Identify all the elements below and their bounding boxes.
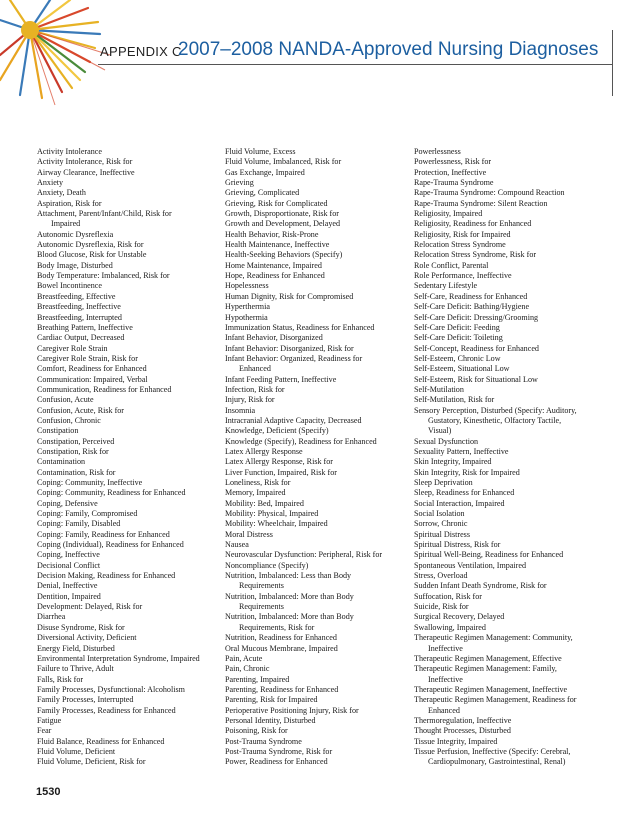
- diagnosis-item: Mobility: Physical, Impaired: [225, 509, 319, 519]
- diagnosis-item: Sorrow, Chronic: [414, 519, 468, 529]
- diagnosis-item: Mobility: Bed, Impaired: [225, 498, 304, 508]
- diagnosis-item: Contamination: [37, 457, 86, 467]
- diagnosis-item: Failure to Thrive, Adult: [37, 664, 114, 674]
- diagnosis-item: Attachment, Parent/Infant/Child, Risk for: [37, 209, 172, 219]
- diagnosis-item: Sleep, Readiness for Enhanced: [414, 488, 515, 498]
- diagnosis-item: Decisional Conflict: [37, 560, 101, 570]
- diagnosis-item: Coping: Community, Ineffective: [37, 478, 143, 487]
- diagnosis-item: Skin Integrity, Risk for Impaired: [414, 467, 520, 477]
- diagnosis-item: Self-Care, Readiness for Enhanced: [414, 291, 528, 301]
- diagnosis-item: Contamination, Risk for: [37, 467, 116, 477]
- diagnosis-item: Comfort, Readiness for Enhanced: [37, 364, 147, 374]
- diagnosis-item: Cardiac Output, Decreased: [37, 333, 125, 343]
- diagnosis-item: Coping, Defensive: [37, 498, 98, 508]
- header-vertical-rule: [612, 30, 613, 96]
- diagnosis-item: Health Behavior, Risk-Prone: [225, 229, 319, 239]
- diagnosis-item: Health-Seeking Behaviors (Specify): [225, 250, 343, 260]
- diagnosis-item: Fluid Balance, Readiness for Enhanced: [37, 736, 165, 746]
- diagnosis-item-continuation: Cardiopulmonary, Gastrointestinal, Renal): [428, 757, 566, 767]
- diagnosis-item: Latex Allergy Response, Risk for: [225, 457, 333, 467]
- diagnosis-item: Coping (Individual), Readiness for Enhanced: [37, 540, 184, 550]
- diagnosis-item: Communication, Readiness for Enhanced: [37, 384, 172, 394]
- diagnosis-item: Social Interaction, Impaired: [414, 498, 505, 508]
- diagnosis-item: Falls, Risk for: [37, 674, 84, 684]
- diagnosis-item: Infection, Risk for: [225, 384, 285, 394]
- diagnosis-item: Therapeutic Regimen Management: Community,: [414, 633, 573, 643]
- diagnosis-item: Coping: Community, Readiness for Enhanced: [37, 488, 186, 498]
- diagnosis-item: Activity Intolerance, Risk for: [37, 157, 133, 167]
- header-rule: [98, 64, 612, 65]
- diagnosis-item: Self-Care Deficit: Bathing/Hygiene: [414, 302, 530, 312]
- diagnosis-item: Breastfeeding, Effective: [37, 291, 116, 301]
- diagnosis-item: Growth and Development, Delayed: [225, 219, 341, 229]
- diagnosis-item: Nutrition, Imbalanced: More than Body: [225, 591, 354, 601]
- diagnosis-item: Grieving, Risk for Complicated: [225, 198, 328, 208]
- diagnosis-item: Sexuality Pattern, Ineffective: [414, 446, 509, 456]
- diagnosis-item: Oral Mucous Membrane, Impaired: [225, 643, 338, 653]
- diagnosis-item: Coping: Family, Disabled: [37, 519, 121, 529]
- diagnosis-item: Skin Integrity, Impaired: [414, 457, 492, 467]
- diagnosis-item: Religiosity, Readiness for Enhanced: [414, 219, 532, 229]
- diagnosis-item: Autonomic Dysreflexia, Risk for: [37, 240, 144, 250]
- diagnosis-item: Spiritual Distress, Risk for: [414, 540, 501, 550]
- diagnosis-item: Therapeutic Regimen Management, Readiness for: [414, 695, 577, 705]
- diagnosis-item: Nutrition, Imbalanced: Less than Body: [225, 571, 352, 581]
- diagnosis-item: Constipation: [37, 426, 79, 436]
- diagnosis-item: Knowledge (Specify), Readiness for Enhanced: [225, 436, 377, 446]
- diagnosis-item: Caregiver Role Strain, Risk for: [37, 353, 138, 363]
- diagnosis-item: Pain, Acute: [225, 653, 263, 663]
- diagnosis-item: Caregiver Role Strain: [37, 343, 108, 353]
- diagnosis-item: Surgical Recovery, Delayed: [414, 612, 505, 622]
- diagnosis-item: Decision Making, Readiness for Enhanced: [37, 571, 176, 581]
- diagnosis-item-continuation: Requirements: [239, 602, 284, 612]
- diagnosis-item: Tissue Perfusion, Ineffective (Specify: Cerebral,: [414, 746, 571, 756]
- diagnosis-item: Knowledge, Deficient (Specify): [225, 426, 329, 436]
- diagnosis-item: Health Maintenance, Ineffective: [225, 240, 330, 250]
- diagnosis-item: Memory, Impaired: [225, 488, 286, 498]
- diagnosis-item: Parenting, Risk for Impaired: [225, 695, 318, 705]
- diagnosis-item: Infant Behavior: Organized, Readiness for: [225, 353, 363, 363]
- diagnosis-item: Personal Identity, Disturbed: [225, 715, 316, 725]
- diagnosis-item: Activity Intolerance: [37, 147, 102, 156]
- diagnosis-item: Body Image, Disturbed: [37, 260, 113, 270]
- diagnosis-item: Coping: Family, Readiness for Enhanced: [37, 529, 170, 539]
- diagnosis-item: Blood Glucose, Risk for Unstable: [37, 250, 147, 260]
- diagnosis-item: Therapeutic Regimen Management, Effective: [414, 653, 562, 663]
- diagnosis-item: Autonomic Dysreflexia: [37, 229, 114, 239]
- diagnosis-item: Self-Care Deficit: Feeding: [414, 322, 500, 332]
- diagnosis-item: Fluid Volume, Deficient: [37, 746, 116, 756]
- diagnosis-item: Spiritual Well-Being, Readiness for Enhanced: [414, 550, 564, 560]
- diagnosis-item: Powerlessness: [414, 147, 461, 156]
- diagnosis-item: Role Conflict, Parental: [414, 260, 489, 270]
- diagnosis-item: Constipation, Risk for: [37, 446, 109, 456]
- diagnosis-item: Perioperative Positioning Injury, Risk for: [225, 705, 359, 715]
- diagnosis-item: Dentition, Impaired: [37, 591, 101, 601]
- diagnosis-item: Human Dignity, Risk for Compromised: [225, 291, 354, 301]
- diagnosis-item: Growth, Disproportionate, Risk for: [225, 209, 339, 219]
- diagnosis-item: Pain, Chronic: [225, 664, 270, 674]
- diagnosis-item-continuation: Impaired: [51, 219, 81, 229]
- diagnosis-item: Spiritual Distress: [414, 529, 470, 539]
- diagnosis-item: Self-Concept, Readiness for Enhanced: [414, 343, 539, 353]
- page-number: 1530: [36, 786, 61, 798]
- diagnosis-item: Spontaneous Ventilation, Impaired: [414, 560, 527, 570]
- diagnosis-item: Bowel Incontinence: [37, 281, 102, 291]
- diagnosis-item: Sleep Deprivation: [414, 478, 473, 487]
- diagnosis-item: Fluid Volume, Deficient, Risk for: [37, 757, 146, 767]
- diagnosis-item: Moral Distress: [225, 529, 273, 539]
- diagnosis-item: Tissue Integrity, Impaired: [414, 736, 498, 746]
- diagnosis-item: Poisoning, Risk for: [225, 726, 288, 736]
- diagnosis-item: Diarrhea: [37, 612, 66, 622]
- diagnosis-item: Energy Field, Disturbed: [37, 643, 115, 653]
- diagnosis-item: Suffocation, Risk for: [414, 591, 482, 601]
- diagnosis-item: Communication: Impaired, Verbal: [37, 374, 148, 384]
- diagnosis-item: Breastfeeding, Ineffective: [37, 302, 121, 312]
- diagnosis-item: Powerlessness, Risk for: [414, 157, 492, 167]
- diagnosis-item: Noncompliance (Specify): [225, 560, 309, 570]
- diagnosis-item: Denial, Ineffective: [37, 581, 98, 591]
- diagnosis-item: Family Processes, Dysfunctional: Alcoholism: [37, 684, 185, 694]
- diagnosis-item: Rape-Trauma Syndrome: Compound Reaction: [414, 188, 565, 198]
- diagnosis-item: Hypothermia: [225, 312, 268, 322]
- diagnosis-item-continuation: Requirements: [239, 581, 284, 591]
- diagnosis-item: Confusion, Acute: [37, 395, 94, 405]
- diagnosis-column-3: [414, 147, 624, 768]
- diagnosis-item: Liver Function, Impaired, Risk for: [225, 467, 337, 477]
- diagnosis-item: Home Maintenance, Impaired: [225, 260, 322, 270]
- diagnosis-item-continuation: Visual): [428, 426, 452, 436]
- diagnosis-item: Grieving, Complicated: [225, 188, 300, 198]
- diagnosis-item: Intracranial Adaptive Capacity, Decreased: [225, 415, 362, 425]
- appendix-label: APPENDIX C: [100, 44, 182, 59]
- diagnosis-item: Rape-Trauma Syndrome: Silent Reaction: [414, 198, 548, 208]
- diagnosis-item: Sexual Dysfunction: [414, 436, 479, 446]
- diagnosis-item: Self-Care Deficit: Toileting: [414, 333, 503, 343]
- diagnosis-item: Hopelessness: [225, 281, 269, 291]
- diagnosis-item: Latex Allergy Response: [225, 446, 303, 456]
- diagnosis-item: Hyperthermia: [225, 302, 270, 312]
- diagnosis-item: Sensory Perception, Disturbed (Specify: Auditory,: [414, 405, 577, 415]
- diagnosis-item: Self-Mutilation: [414, 384, 464, 394]
- diagnosis-item: Coping, Ineffective: [37, 550, 100, 560]
- diagnosis-item: Stress, Overload: [414, 571, 468, 581]
- diagnosis-item: Relocation Stress Syndrome, Risk for: [414, 250, 537, 260]
- diagnosis-item: Breastfeeding, Interrupted: [37, 312, 122, 322]
- diagnosis-item: Breathing Pattern, Ineffective: [37, 322, 133, 332]
- diagnosis-item: Grieving: [225, 178, 254, 188]
- diagnosis-item-continuation: Enhanced: [239, 364, 271, 374]
- diagnosis-item: Self-Esteem, Situational Low: [414, 364, 510, 374]
- diagnosis-item-continuation: Gustatory, Kinesthetic, Olfactory Tactile,: [428, 415, 562, 425]
- diagnosis-item: Suicide, Risk for: [414, 602, 469, 612]
- diagnosis-item: Sedentary Lifestyle: [414, 281, 478, 291]
- diagnosis-item-continuation: Enhanced: [428, 705, 460, 715]
- diagnosis-item: Immunization Status, Readiness for Enhanced: [225, 322, 375, 332]
- diagnosis-item: Post-Trauma Syndrome, Risk for: [225, 746, 333, 756]
- diagnosis-item: Gas Exchange, Impaired: [225, 167, 305, 177]
- diagnosis-item: Mobility: Wheelchair, Impaired: [225, 519, 328, 529]
- diagnosis-item: Coping: Family, Compromised: [37, 509, 138, 519]
- diagnosis-item-continuation: Ineffective: [428, 643, 463, 653]
- diagnosis-item: Nutrition, Readiness for Enhanced: [225, 633, 337, 643]
- diagnosis-item: Infant Feeding Pattern, Ineffective: [225, 374, 337, 384]
- diagnosis-item: Power, Readiness for Enhanced: [225, 757, 328, 767]
- diagnosis-item: Fatigue: [37, 715, 62, 725]
- diagnosis-item: Environmental Interpretation Syndrome, Impaired: [37, 653, 200, 663]
- diagnosis-item: Role Performance, Ineffective: [414, 271, 512, 281]
- diagnosis-column-1: [37, 147, 217, 768]
- diagnosis-item: Family Processes, Readiness for Enhanced: [37, 705, 176, 715]
- diagnosis-item: Fluid Volume, Excess: [225, 147, 296, 156]
- diagnosis-item: Self-Care Deficit: Dressing/Grooming: [414, 312, 539, 322]
- diagnosis-item: Infant Behavior: Disorganized, Risk for: [225, 343, 354, 353]
- diagnosis-item: Airway Clearance, Ineffective: [37, 167, 135, 177]
- diagnosis-item: Infant Behavior, Disorganized: [225, 333, 323, 343]
- diagnosis-item: Anxiety, Death: [37, 188, 86, 198]
- diagnosis-item: Thought Processes, Disturbed: [414, 726, 511, 736]
- diagnosis-item: Relocation Stress Syndrome: [414, 240, 506, 250]
- diagnosis-item: Development: Delayed, Risk for: [37, 602, 143, 612]
- diagnosis-item: Injury, Risk for: [225, 395, 275, 405]
- diagnosis-item: Swallowing, Impaired: [414, 622, 486, 632]
- diagnosis-item: Loneliness, Risk for: [225, 478, 291, 487]
- diagnosis-item: Thermoregulation, Ineffective: [414, 715, 512, 725]
- diagnosis-item: Rape-Trauma Syndrome: [414, 178, 494, 188]
- diagnosis-item: Hope, Readiness for Enhanced: [225, 271, 325, 281]
- diagnosis-item-continuation: Requirements, Risk for: [239, 622, 315, 632]
- diagnosis-item: Constipation, Perceived: [37, 436, 115, 446]
- diagnosis-item: Anxiety: [37, 178, 64, 188]
- diagnosis-item: Self-Esteem, Risk for Situational Low: [414, 374, 538, 384]
- diagnosis-item: Confusion, Chronic: [37, 415, 101, 425]
- diagnosis-item: Sudden Infant Death Syndrome, Risk for: [414, 581, 547, 591]
- page-title: 2007–2008 NANDA-Approved Nursing Diagnoses: [178, 39, 599, 60]
- diagnosis-item: Confusion, Acute, Risk for: [37, 405, 125, 415]
- diagnosis-item: Therapeutic Regimen Management: Family,: [414, 664, 557, 674]
- diagnosis-item: Self-Mutilation, Risk for: [414, 395, 495, 405]
- diagnosis-item: Aspiration, Risk for: [37, 198, 102, 208]
- diagnosis-item: Religiosity, Risk for Impaired: [414, 229, 511, 239]
- diagnosis-column-2: [225, 147, 405, 768]
- diagnosis-item: Fear: [37, 726, 52, 736]
- diagnosis-item: Insomnia: [225, 405, 256, 415]
- diagnosis-item: Post-Trauma Syndrome: [225, 736, 302, 746]
- diagnosis-item: Diversional Activity, Deficient: [37, 633, 137, 643]
- diagnosis-item-continuation: Ineffective: [428, 674, 463, 684]
- diagnosis-item: Social Isolation: [414, 509, 465, 519]
- diagnosis-item: Therapeutic Regimen Management, Ineffective: [414, 684, 568, 694]
- diagnosis-item: Parenting, Impaired: [225, 674, 290, 684]
- diagnosis-item: Disuse Syndrome, Risk for: [37, 622, 125, 632]
- diagnosis-item: Family Processes, Interrupted: [37, 695, 134, 705]
- diagnosis-item: Nutrition, Imbalanced: More than Body: [225, 612, 354, 622]
- diagnosis-item: Protection, Ineffective: [414, 167, 487, 177]
- diagnosis-item: Self-Esteem, Chronic Low: [414, 353, 501, 363]
- diagnosis-item: Religiosity, Impaired: [414, 209, 483, 219]
- diagnosis-item: Nausea: [225, 540, 249, 550]
- diagnosis-item: Body Temperature: Imbalanced, Risk for: [37, 271, 170, 281]
- diagnosis-item: Parenting, Readiness for Enhanced: [225, 684, 339, 694]
- diagnosis-item: Fluid Volume, Imbalanced, Risk for: [225, 157, 342, 167]
- diagnosis-item: Neurovascular Dysfunction: Peripheral, Risk for: [225, 550, 383, 560]
